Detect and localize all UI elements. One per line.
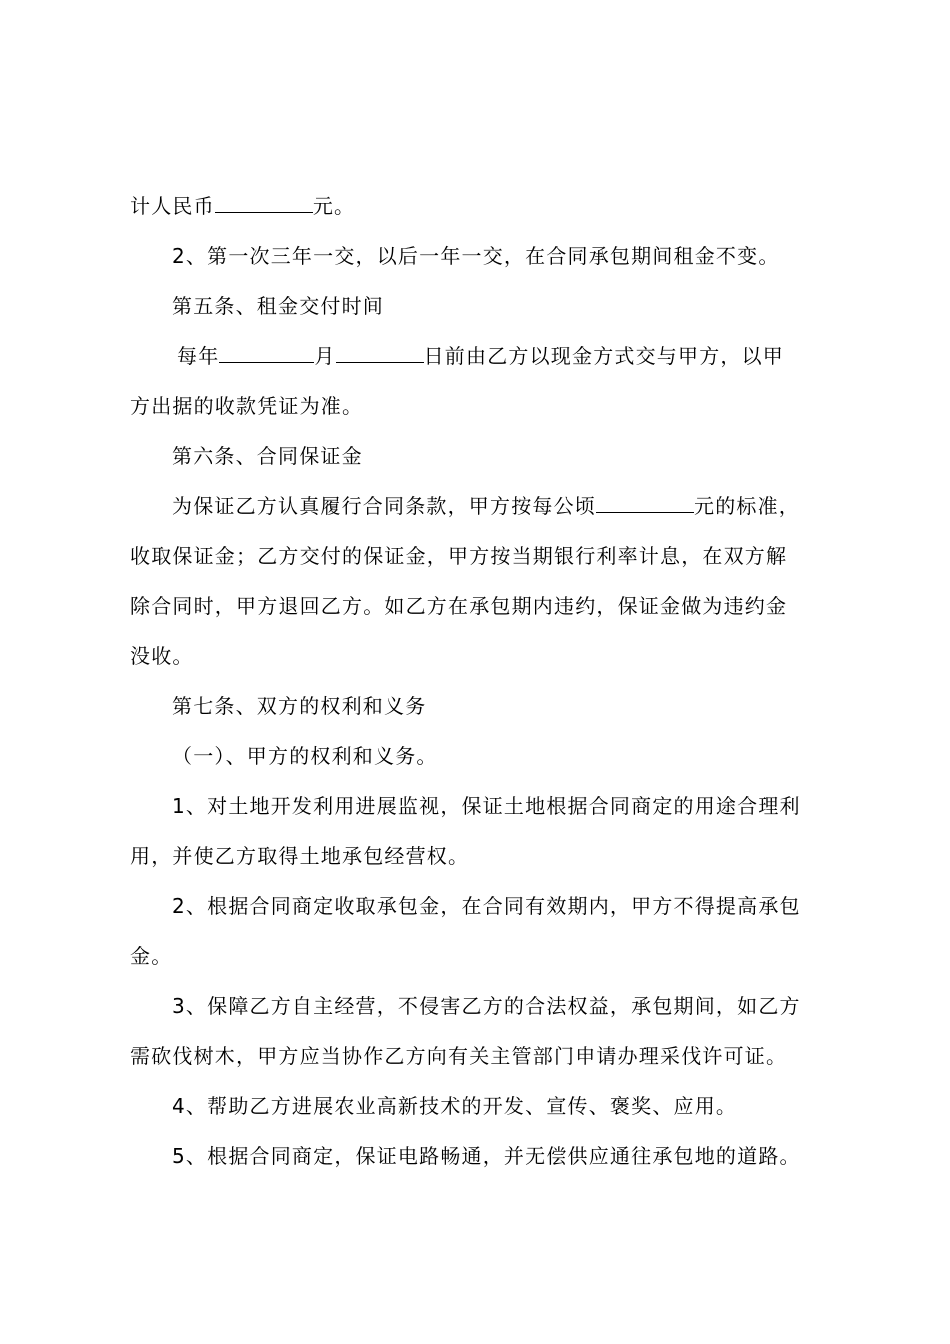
text-line: 金。 — [130, 944, 173, 968]
text-line: 需砍伐树木，甲方应当协作乙方向有关主管部门申请办理采伐许可证。 — [130, 1044, 788, 1068]
text-segment: 每年 — [177, 344, 220, 368]
text-line: 用，并使乙方取得土地承包经营权。 — [130, 844, 470, 868]
text-segment: 计人民币 — [130, 194, 215, 218]
text-line: 没收。 — [130, 644, 194, 668]
text-line — [172, 493, 852, 519]
text-segment: 月 — [314, 344, 336, 368]
text-segment: 为保证乙方认真履行合同条款，甲方按每公顷 — [172, 494, 596, 518]
text-line: 2、第一次三年一交，以后一年一交，在合同承包期间租金不变。 — [172, 244, 780, 268]
fill-in-blank — [596, 494, 694, 513]
text-segment: 元。 — [312, 194, 356, 218]
text-line: 1、对土地开发利用进展监视，保证土地根据合同商定的用途合理利 — [172, 794, 801, 818]
fill-in-blank — [219, 344, 314, 363]
text-line: 4、帮助乙方进展农业高新技术的开发、宣传、褒奖、应用。 — [172, 1094, 738, 1118]
text-line: 除合同时，甲方退回乙方。如乙方在承包期内违约，保证金做为违约金 — [130, 594, 788, 618]
text-segment: 日前由乙方以现金方式交与甲方，以甲 — [423, 344, 785, 368]
text-segment: 元的标准， — [694, 494, 800, 518]
text-line — [177, 343, 852, 369]
subsection-heading: （一）、甲方的权利和义务。 — [172, 744, 438, 768]
section-heading: 第五条、租金交付时间 — [172, 294, 384, 318]
text-line: 方出据的收款凭证为准。 — [130, 394, 364, 418]
fill-in-blank — [215, 194, 313, 213]
section-heading: 第七条、双方的权利和义务 — [172, 694, 427, 718]
fill-in-blank — [336, 344, 424, 363]
text-line: 3、保障乙方自主经营，不侵害乙方的合法权益，承包期间，如乙方 — [172, 994, 801, 1018]
text-line: 2、根据合同商定收取承包金，在合同有效期内，甲方不得提高承包 — [172, 894, 801, 918]
text-line: 收取保证金；乙方交付的保证金，甲方按当期银行利率计息，在双方解 — [130, 544, 788, 568]
text-line: 5、根据合同商定，保证电路畅通，并无偿供应通往承包地的道路。 — [172, 1144, 801, 1168]
section-heading: 第六条、合同保证金 — [172, 444, 363, 468]
text-line — [130, 193, 850, 219]
